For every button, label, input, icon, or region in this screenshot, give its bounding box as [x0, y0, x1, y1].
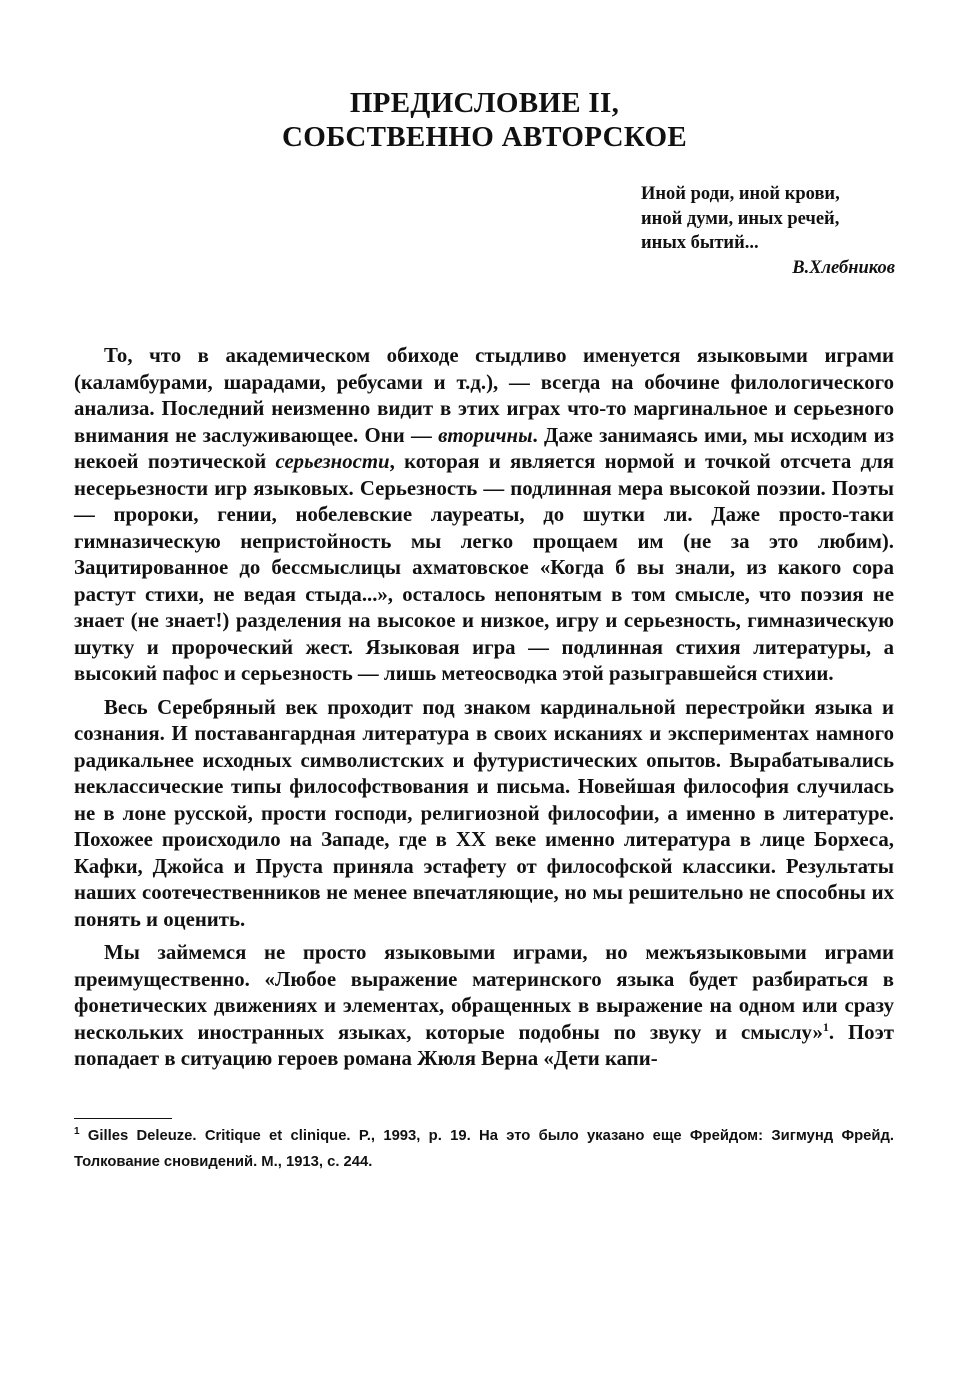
epigraph-line: Иной роди, иной крови,: [641, 184, 840, 204]
footnote-marker: 1: [74, 1126, 80, 1138]
epigraph-author: В.Хлебников: [792, 257, 895, 278]
epigraph-line: иной думи, иных речей,: [641, 208, 840, 229]
paragraph-3: [74, 940, 894, 1073]
footnote-reference: 1: [822, 1019, 829, 1034]
body-text: [74, 343, 894, 1080]
title-line-2: СОБСТВЕННО АВТОРСКОЕ: [281, 121, 687, 153]
paragraph-text: . Даже занимаясь ими, мы исходим из некоей поэтической: [74, 423, 894, 473]
page-title: [0, 86, 969, 154]
paragraph-2: [74, 695, 894, 934]
paragraph-text: , которая и является нормой и точкой отсчета для несерьезности игр языковых. Серьезность — подлинная мера высокой поэзии. Поэты — пророки, гении, нобелевские лауреаты, до шутки ли. Даже просто-таки гимназическую непристойность мы легко прощаем им (не за это любим). Зацитированное до бессмыслицы ахматовское «Когда б вы знали, из какого сора растут стихи, не ведая стыда...», осталось непонятым в том смысле, что поэзия не знает (не знает!) разделения на высокое и низкое, игру и серьезность, гимназическую шутку и пророческий жест. Языковая игра — подлинная стихия литературы, а высокий пафос и серьезность — лишь метеосводка этой разыгравшейся стихии.: [74, 450, 894, 685]
footnote: [74, 1123, 894, 1175]
epigraph: [641, 182, 901, 280]
paragraph-text: То, что в академическом обиходе стыдливо именуется языковыми играми (каламбурами, шарадами, ребусами и т.д.), — всегда на обочине филологического анализа. Последний неизменно видит в этих играх что-то маргинальное и серьезного внимания не заслуживающее. Они —: [74, 344, 894, 447]
footnote-text: Gilles Deleuze. Critique et clinique. P., 1993, p. 19. На это было указано еще Фрейдом: Зигмунд Фрейд. Толкование сновидений. М., 1913, с. 244.: [74, 1128, 894, 1170]
paragraph-1: [74, 343, 894, 688]
paragraph-text: . Поэт попадает в ситуацию героев романа Жюля Верна «Дети капи-: [74, 1020, 894, 1070]
emphasis-text: вторичны: [438, 423, 533, 447]
paragraph-text: Мы займемся не просто языковыми играми, но межъязыковыми играми преимущественно. «Любое выражение материнского языка будет разбираться в фонетических движениях и элементах, обращенных в выражение на одном или сразу нескольких иностранных языках, которые подобны по звуку и смыслу»: [74, 941, 894, 1044]
paragraph-text: Весь Серебряный век проходит под знаком кардинальной перестройки языка и сознания. И поставангардная литература в своих исканиях и экспериментах намного радикальнее исходных символистских и футуристических опытов. Вырабатывались неклассические типы философствования и письма. Новейшая философия случилась не в лоне русской, прости господи, религиозной философии, а именно в литературе. Похожее происходило на Западе, где в XX веке именно литература в лице Борхеса, Кафки, Джойса и Пруста приняла эстафету от философской классики. Результаты наших соотечественников не менее впечатляющие, но мы решительно не способны их понять и оценить.: [74, 695, 894, 931]
title-line-1: ПРЕДИСЛОВИЕ II,: [349, 87, 620, 119]
epigraph-line: иных бытий...: [641, 233, 759, 253]
emphasis-text: серьезности: [275, 450, 390, 473]
footnote-divider: [74, 1118, 172, 1119]
